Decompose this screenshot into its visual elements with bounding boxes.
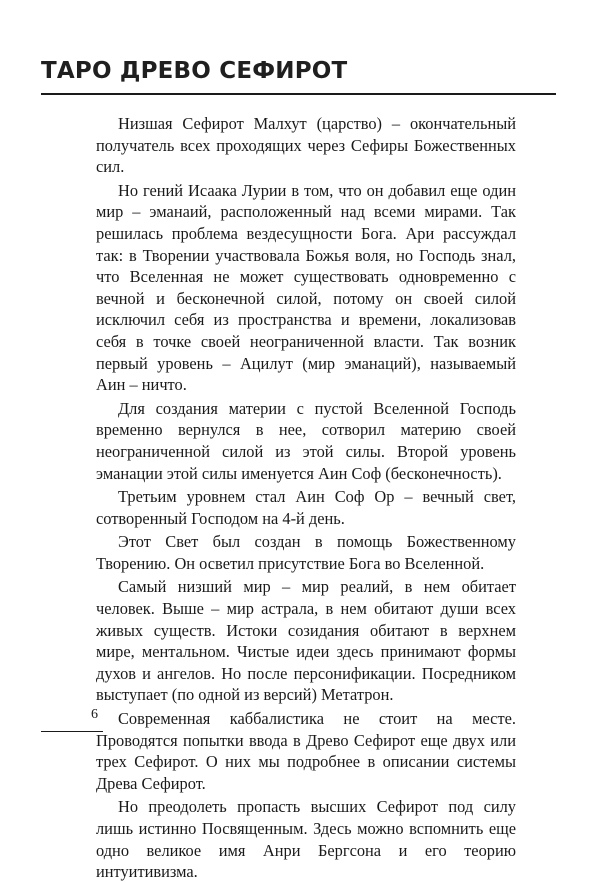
paragraph: Но преодолеть пропасть высших Сефирот под силу лишь истинно Посвященным. Здесь можно вспомнить еще одно великое имя Анри Бергсона и его теорию интуитивизма. (96, 797, 516, 882)
paragraph: Третьим уровнем стал Аин Соф Ор – вечный свет, сотворенный Господом на 4-й день. (96, 487, 516, 528)
paragraph: Этот Свет был создан в помощь Божественному Творению. Он осветил присутствие Бога во Вселенной. (96, 532, 516, 573)
paragraph: Современная каббалистика не стоит на месте. Проводятся попытки ввода в Древо Сефирот еще двух или трех Сефирот. О них мы подробнее в описании системы Древа Сефирот. (96, 709, 516, 793)
body-text (96, 113, 516, 883)
footer-rule (41, 731, 103, 732)
paragraph: Но гений Исаака Лурии в том, что он добавил еще один мир – эманаий, расположенный над всеми мирами. Так решилась проблема вездесущности Бога. Ари рассуждал так: в Творении участвовала Божья воля, но Господь знал, что Вселенная не может существовать одновременно с вечной и бесконечной силой, потому он своей силой исключил себя из пространства и времени, локализовав себя в точке своей неограниченной власти. Так возник первый уровень – Ацилут (мир эманаций), называемый Аин – ничто. (96, 180, 516, 395)
page-number: 6 (91, 707, 98, 722)
header-rule (41, 93, 556, 95)
paragraph: Для создания материи с пустой Вселенной Господь временно вернулся в нее, сотворил материю своей неограниченной силой из этой силы. Второй уровень эманации этой силы именуется Аин Соф (бесконечность). (96, 398, 516, 483)
paragraph: Низшая Сефирот Малхут (царство) – окончательный получатель всех проходящих через Сефиры Божественных сил. (96, 114, 516, 177)
paragraph: Самый низший мир – мир реалий, в нем обитает человек. Выше – мир астрала, в нем обитают души всех живых существ. Истоки созидания обитают в верхнем мире, ментальном. Чистые идеи здесь принимают формы духов и ангелов. Но после персонификации. Посредником выступает (по одной из версий) Метатрон. (96, 577, 516, 705)
running-header-title: ТАРО ДРЕВО СЕФИРОТ (41, 58, 348, 84)
